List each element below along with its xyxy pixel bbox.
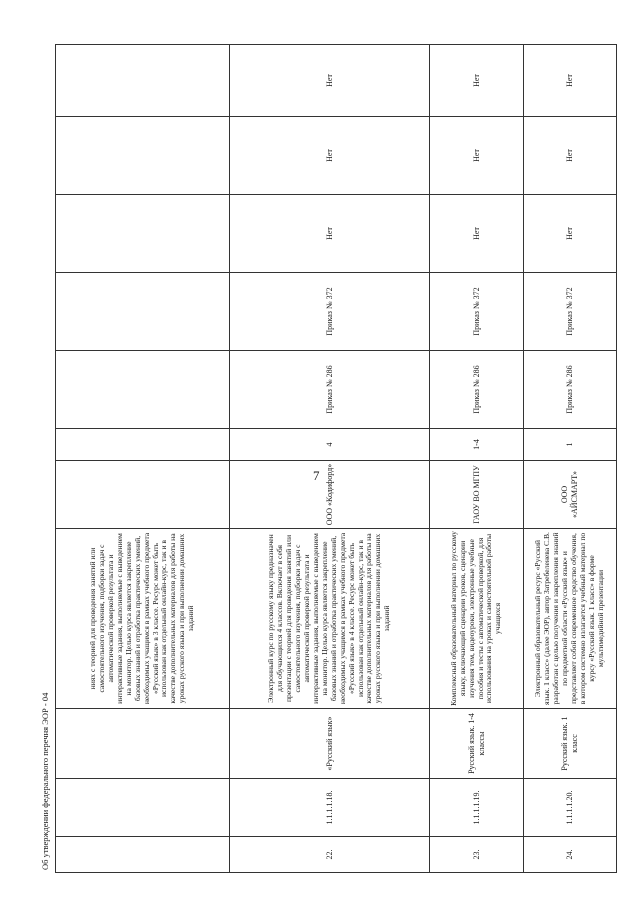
grade-cell: 1-4 xyxy=(430,429,523,461)
flag1-cell: Нет xyxy=(430,195,523,273)
flag2-cell xyxy=(56,117,230,195)
organization-cell: ГАОУ ВО МГПУ xyxy=(430,461,523,529)
order2-cell: Приказ № 372 xyxy=(230,273,430,351)
order1-cell xyxy=(56,351,230,429)
flag1-cell xyxy=(56,195,230,273)
name-cell: «Русский язык» xyxy=(230,709,430,779)
row-number-cell: 24. xyxy=(523,837,616,873)
row-number-cell: 23. xyxy=(430,837,523,873)
footnote: Об утверждении федерального перечня ЭОР - 04 xyxy=(40,692,50,870)
code-cell xyxy=(56,779,230,837)
code-cell: 1.1.1.1.18. xyxy=(230,779,430,837)
name-cell xyxy=(56,709,230,779)
organization-cell: ООО «Кодифорд» xyxy=(230,461,430,529)
table-row xyxy=(56,45,230,873)
eor-table xyxy=(55,44,617,873)
code-cell: 1.1.1.1.19. xyxy=(430,779,523,837)
organization-cell xyxy=(56,461,230,529)
table-region xyxy=(55,45,617,873)
order1-cell: Приказ № 286 xyxy=(230,351,430,429)
grade-cell: 4 xyxy=(230,429,430,461)
description-cell: Комплексный образовательный материал по русскому языку, включающий сценарии уроков, сценарии изучения тем, видеоуроки, электронные учебные пособия и тесты с автоматической проверкой, для использования на уроках и самостоятельной работы учащихся xyxy=(430,529,523,709)
table-row xyxy=(523,45,616,873)
table-row xyxy=(430,45,523,873)
flag2-cell: Нет xyxy=(430,117,523,195)
organization-cell: ООО «АЙСМАРТ» xyxy=(523,461,616,529)
flag1-cell: Нет xyxy=(523,195,616,273)
description-cell: ниях с теорией для проведения занятий или самостоятельного изучения, подборки задач с автоматической проверкой результата и интерактивные задания, выполняемые с выведением на монитор. Целью курса является закрепление базовых знаний и отработка практических умений, необходимых учащимся в рамках учебного предмета «Русский язык» в 3 классе. Ресурс может быть использован как отдельный онлайн-курс, так и в качестве дополнительных материалов для работы на уроках русского языка и при выполнении домашних заданий xyxy=(56,529,230,709)
flag1-cell: Нет xyxy=(230,195,430,273)
order1-cell: Приказ № 286 xyxy=(430,351,523,429)
order2-cell xyxy=(56,273,230,351)
row-number-cell: 22. xyxy=(230,837,430,873)
name-cell: Русский язык. 1 класс xyxy=(523,709,616,779)
rotated-table-stage xyxy=(55,45,617,873)
flag3-cell: Нет xyxy=(523,45,616,117)
table-row xyxy=(230,45,430,873)
flag2-cell: Нет xyxy=(230,117,430,195)
page-number: 7 xyxy=(313,468,320,483)
flag2-cell: Нет xyxy=(523,117,616,195)
flag3-cell: Нет xyxy=(230,45,430,117)
code-cell: 1.1.1.1.20. xyxy=(523,779,616,837)
description-cell: Электронный курс по русскому языку предназначен для обучающихся 4 классов. Включает в себя презентации с теорией для проведения занятий или самостоятельного изучения, подборки задач с автоматической проверкой результата и интерактивные задания, выполняемые с выведением на монитор. Целью курса является закрепление базовых знаний и отработка практических умений, необходимых учащимся в рамках учебного предмета «Русский язык» в 4 классе. Ресурс может быть использован как отдельный онлайн-курс, так и в качестве дополнительных материалов для работы на уроках русского языка и при выполнении домашних заданий xyxy=(230,529,430,709)
row-number-cell xyxy=(56,837,230,873)
order2-cell: Приказ № 372 xyxy=(523,273,616,351)
flag3-cell xyxy=(56,45,230,117)
order2-cell: Приказ № 372 xyxy=(430,273,523,351)
order1-cell: Приказ № 286 xyxy=(523,351,616,429)
name-cell: Русский язык. 1-4 классы xyxy=(430,709,523,779)
grade-cell xyxy=(56,429,230,461)
grade-cell: 1 xyxy=(523,429,616,461)
description-cell: Электронный образовательный ресурс «Русский язык. 1 класс» (далее ЭОР), автор Затребеленева С.В. разработан с целью получения и закрепления знаний по предметной области «Русский язык» и представляет собой современное средство обучения, в котором системно излагается учебный материал по курсу «Русский язык. 1 класс» в форме мультимедийной презентации xyxy=(523,529,616,709)
flag3-cell: Нет xyxy=(430,45,523,117)
